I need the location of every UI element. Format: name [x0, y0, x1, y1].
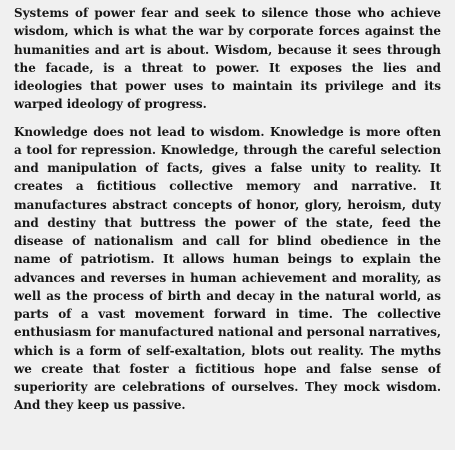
text-line: ideologies that power uses to maintain its privilege and its	[14, 79, 441, 93]
text-line: we create that foster a fictitious hope and false sense of	[14, 361, 441, 376]
text-line: name of patriotism. It allows human beings to explain the	[14, 252, 441, 267]
text-line: and destiny that buttress the power of the state, feed the	[14, 215, 441, 230]
text-line: which is a form of self-exaltation, blots out reality. The myths	[14, 343, 441, 358]
text-line: creates a fictitious collective memory and narrative. It	[14, 179, 441, 194]
text-line: disease of nationalism and call for blind obedience in the	[14, 234, 441, 248]
text-line: Systems of power fear and seek to silence those who achieve	[14, 6, 441, 20]
text-line: enthusiasm for manufactured national and personal narratives,	[14, 325, 441, 340]
paragraph-2	[14, 123, 441, 415]
text-line: well as the process of birth and decay in the natural world, as	[14, 288, 441, 303]
text-line: parts of a vast movement forward in time. The collective	[14, 307, 441, 321]
text-line: Knowledge does not lead to wisdom. Knowledge is more often	[14, 124, 441, 139]
text-line: the facade, is a threat to power. It exposes the lies and	[14, 60, 441, 75]
text-line: advances and reverses in human achievement and morality, as	[14, 270, 441, 285]
text-line: a tool for repression. Knowledge, through the careful selection	[14, 142, 441, 157]
text-line: and manipulation of facts, gives a false unity to reality. It	[14, 161, 441, 175]
text-line: wisdom, which is what the war by corporate forces against the	[14, 24, 441, 39]
text-line: And they keep us passive.	[14, 398, 186, 413]
text-line: superiority are celebrations of ourselves. They mock wisdom.	[14, 380, 441, 394]
paragraph-1	[14, 4, 441, 114]
text-line: manufactures abstract concepts of honor, glory, heroism, duty	[14, 197, 441, 212]
text-line: humanities and art is about. Wisdom, because it sees through	[14, 42, 441, 57]
text-line: warped ideology of progress.	[14, 97, 207, 112]
